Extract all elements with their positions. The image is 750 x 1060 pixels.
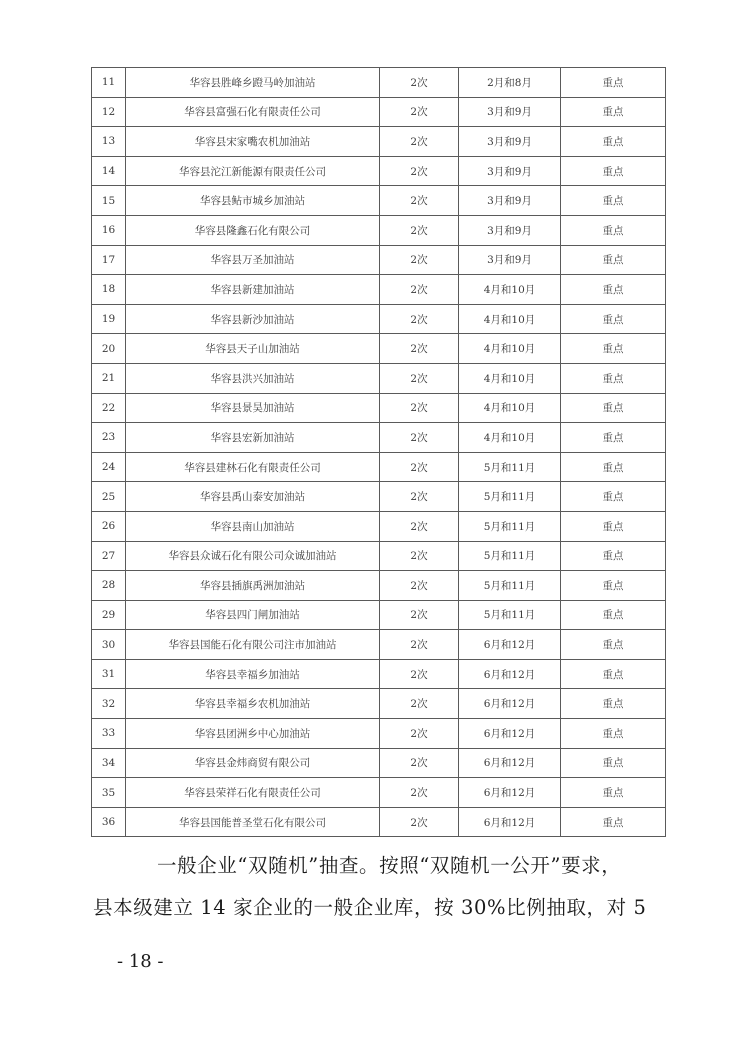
cell-row-number: 33 <box>92 719 126 749</box>
cell-inspection-count: 2次 <box>380 68 459 98</box>
cell-inspection-level: 重点 <box>561 334 666 364</box>
cell-row-number: 30 <box>92 630 126 660</box>
paragraph-line-2: 县本级建立 14 家企业的一般企业库，按 30%比例抽取，对 5 <box>93 896 647 919</box>
cell-row-number: 13 <box>92 127 126 157</box>
cell-inspection-months: 5月和11月 <box>459 541 561 571</box>
cell-inspection-count: 2次 <box>380 186 459 216</box>
table-row <box>92 186 666 216</box>
table-row <box>92 778 666 808</box>
cell-row-number: 24 <box>92 452 126 482</box>
cell-row-number: 17 <box>92 245 126 275</box>
cell-inspection-level: 重点 <box>561 452 666 482</box>
cell-inspection-count: 2次 <box>380 215 459 245</box>
cell-inspection-level: 重点 <box>561 68 666 98</box>
cell-inspection-level: 重点 <box>561 659 666 689</box>
cell-row-number: 27 <box>92 541 126 571</box>
cell-inspection-months: 3月和9月 <box>459 186 561 216</box>
cell-inspection-months: 4月和10月 <box>459 423 561 453</box>
cell-row-number: 25 <box>92 482 126 512</box>
cell-inspection-months: 2月和8月 <box>459 68 561 98</box>
cell-inspection-count: 2次 <box>380 689 459 719</box>
cell-station-name: 华容县新建加油站 <box>126 275 380 305</box>
cell-inspection-level: 重点 <box>561 275 666 305</box>
cell-inspection-months: 3月和9月 <box>459 245 561 275</box>
cell-station-name: 华容县金炜商贸有限公司 <box>126 748 380 778</box>
cell-inspection-level: 重点 <box>561 304 666 334</box>
cell-inspection-months: 3月和9月 <box>459 127 561 157</box>
cell-inspection-level: 重点 <box>561 571 666 601</box>
cell-inspection-level: 重点 <box>561 363 666 393</box>
cell-inspection-count: 2次 <box>380 511 459 541</box>
cell-station-name: 华容县宏新加油站 <box>126 423 380 453</box>
cell-row-number: 34 <box>92 748 126 778</box>
cell-row-number: 29 <box>92 600 126 630</box>
page-number: - 18 - <box>117 951 164 972</box>
cell-inspection-level: 重点 <box>561 97 666 127</box>
cell-inspection-months: 3月和9月 <box>459 156 561 186</box>
cell-row-number: 18 <box>92 275 126 305</box>
cell-row-number: 21 <box>92 363 126 393</box>
cell-station-name: 华容县荣祥石化有限责任公司 <box>126 778 380 808</box>
cell-inspection-months: 4月和10月 <box>459 304 561 334</box>
cell-inspection-months: 6月和12月 <box>459 659 561 689</box>
cell-inspection-level: 重点 <box>561 156 666 186</box>
cell-row-number: 19 <box>92 304 126 334</box>
table-row <box>92 423 666 453</box>
cell-inspection-count: 2次 <box>380 600 459 630</box>
cell-inspection-months: 4月和10月 <box>459 363 561 393</box>
table-row <box>92 659 666 689</box>
cell-inspection-count: 2次 <box>380 363 459 393</box>
cell-station-name: 华容县幸福乡农机加油站 <box>126 689 380 719</box>
table-row <box>92 511 666 541</box>
cell-inspection-months: 3月和9月 <box>459 215 561 245</box>
cell-station-name: 华容县插旗禹洲加油站 <box>126 571 380 601</box>
cell-inspection-level: 重点 <box>561 719 666 749</box>
cell-inspection-months: 6月和12月 <box>459 807 561 837</box>
table-row <box>92 245 666 275</box>
cell-row-number: 16 <box>92 215 126 245</box>
cell-station-name: 华容县国能普圣堂石化有限公司 <box>126 807 380 837</box>
cell-station-name: 华容县宋家嘴农机加油站 <box>126 127 380 157</box>
table-row <box>92 215 666 245</box>
cell-inspection-count: 2次 <box>380 807 459 837</box>
cell-inspection-months: 6月和12月 <box>459 778 561 808</box>
cell-inspection-months: 6月和12月 <box>459 630 561 660</box>
cell-station-name: 华容县建林石化有限责任公司 <box>126 452 380 482</box>
cell-inspection-count: 2次 <box>380 630 459 660</box>
cell-row-number: 20 <box>92 334 126 364</box>
cell-inspection-months: 4月和10月 <box>459 275 561 305</box>
cell-inspection-level: 重点 <box>561 215 666 245</box>
table-row <box>92 807 666 837</box>
cell-inspection-level: 重点 <box>561 600 666 630</box>
cell-station-name: 华容县新沙加油站 <box>126 304 380 334</box>
cell-inspection-level: 重点 <box>561 689 666 719</box>
cell-inspection-count: 2次 <box>380 719 459 749</box>
cell-station-name: 华容县隆鑫石化有限公司 <box>126 215 380 245</box>
cell-station-name: 华容县万圣加油站 <box>126 245 380 275</box>
cell-inspection-count: 2次 <box>380 452 459 482</box>
cell-inspection-count: 2次 <box>380 127 459 157</box>
table-row <box>92 393 666 423</box>
table-row <box>92 630 666 660</box>
cell-station-name: 华容县团洲乡中心加油站 <box>126 719 380 749</box>
table-row <box>92 68 666 98</box>
cell-row-number: 28 <box>92 571 126 601</box>
table-row <box>92 719 666 749</box>
cell-inspection-count: 2次 <box>380 275 459 305</box>
cell-inspection-count: 2次 <box>380 541 459 571</box>
cell-inspection-months: 5月和11月 <box>459 511 561 541</box>
table-row <box>92 97 666 127</box>
cell-station-name: 华容县四门闸加油站 <box>126 600 380 630</box>
cell-station-name: 华容县众诚石化有限公司众诚加油站 <box>126 541 380 571</box>
cell-inspection-months: 6月和12月 <box>459 748 561 778</box>
cell-row-number: 26 <box>92 511 126 541</box>
cell-row-number: 22 <box>92 393 126 423</box>
cell-inspection-level: 重点 <box>561 482 666 512</box>
cell-inspection-count: 2次 <box>380 334 459 364</box>
table-row <box>92 482 666 512</box>
cell-inspection-count: 2次 <box>380 778 459 808</box>
cell-inspection-count: 2次 <box>380 748 459 778</box>
cell-inspection-level: 重点 <box>561 393 666 423</box>
cell-inspection-months: 4月和10月 <box>459 393 561 423</box>
cell-inspection-months: 4月和10月 <box>459 334 561 364</box>
cell-station-name: 华容县国能石化有限公司注市加油站 <box>126 630 380 660</box>
cell-row-number: 11 <box>92 68 126 98</box>
paragraph-line-1: 一般企业“双随机”抽查。按照“双随机一公开”要求， <box>157 854 622 877</box>
cell-station-name: 华容县景昊加油站 <box>126 393 380 423</box>
table-row <box>92 156 666 186</box>
cell-inspection-count: 2次 <box>380 423 459 453</box>
cell-inspection-months: 5月和11月 <box>459 482 561 512</box>
cell-station-name: 华容县沱江新能源有限责任公司 <box>126 156 380 186</box>
cell-inspection-months: 5月和11月 <box>459 571 561 601</box>
cell-inspection-months: 5月和11月 <box>459 452 561 482</box>
cell-row-number: 36 <box>92 807 126 837</box>
cell-row-number: 12 <box>92 97 126 127</box>
table-row <box>92 363 666 393</box>
cell-row-number: 15 <box>92 186 126 216</box>
cell-station-name: 华容县鲇市城乡加油站 <box>126 186 380 216</box>
table-row <box>92 127 666 157</box>
cell-inspection-count: 2次 <box>380 156 459 186</box>
cell-inspection-months: 5月和11月 <box>459 600 561 630</box>
cell-inspection-level: 重点 <box>561 186 666 216</box>
cell-inspection-level: 重点 <box>561 423 666 453</box>
table-row <box>92 689 666 719</box>
cell-inspection-count: 2次 <box>380 659 459 689</box>
cell-inspection-months: 6月和12月 <box>459 719 561 749</box>
cell-row-number: 35 <box>92 778 126 808</box>
table-row <box>92 275 666 305</box>
cell-inspection-level: 重点 <box>561 541 666 571</box>
cell-inspection-level: 重点 <box>561 778 666 808</box>
cell-row-number: 32 <box>92 689 126 719</box>
inspection-table-wrapper <box>91 67 665 837</box>
cell-row-number: 14 <box>92 156 126 186</box>
cell-inspection-count: 2次 <box>380 482 459 512</box>
cell-row-number: 31 <box>92 659 126 689</box>
cell-inspection-count: 2次 <box>380 304 459 334</box>
cell-inspection-level: 重点 <box>561 630 666 660</box>
cell-inspection-months: 3月和9月 <box>459 97 561 127</box>
cell-inspection-level: 重点 <box>561 748 666 778</box>
table-row <box>92 748 666 778</box>
cell-inspection-count: 2次 <box>380 393 459 423</box>
table-row <box>92 541 666 571</box>
cell-row-number: 23 <box>92 423 126 453</box>
cell-inspection-count: 2次 <box>380 245 459 275</box>
cell-station-name: 华容县禹山泰安加油站 <box>126 482 380 512</box>
cell-inspection-level: 重点 <box>561 245 666 275</box>
table-row <box>92 452 666 482</box>
inspection-table <box>91 67 666 837</box>
cell-inspection-level: 重点 <box>561 807 666 837</box>
cell-station-name: 华容县富强石化有限责任公司 <box>126 97 380 127</box>
cell-inspection-months: 6月和12月 <box>459 689 561 719</box>
cell-station-name: 华容县洪兴加油站 <box>126 363 380 393</box>
cell-inspection-count: 2次 <box>380 97 459 127</box>
table-row <box>92 600 666 630</box>
cell-inspection-count: 2次 <box>380 571 459 601</box>
table-row <box>92 304 666 334</box>
table-row <box>92 334 666 364</box>
cell-station-name: 华容县幸福乡加油站 <box>126 659 380 689</box>
cell-inspection-level: 重点 <box>561 511 666 541</box>
inspection-table-body <box>92 68 666 837</box>
cell-inspection-level: 重点 <box>561 127 666 157</box>
cell-station-name: 华容县天子山加油站 <box>126 334 380 364</box>
table-row <box>92 571 666 601</box>
cell-station-name: 华容县胜峰乡蹬马岭加油站 <box>126 68 380 98</box>
cell-station-name: 华容县南山加油站 <box>126 511 380 541</box>
